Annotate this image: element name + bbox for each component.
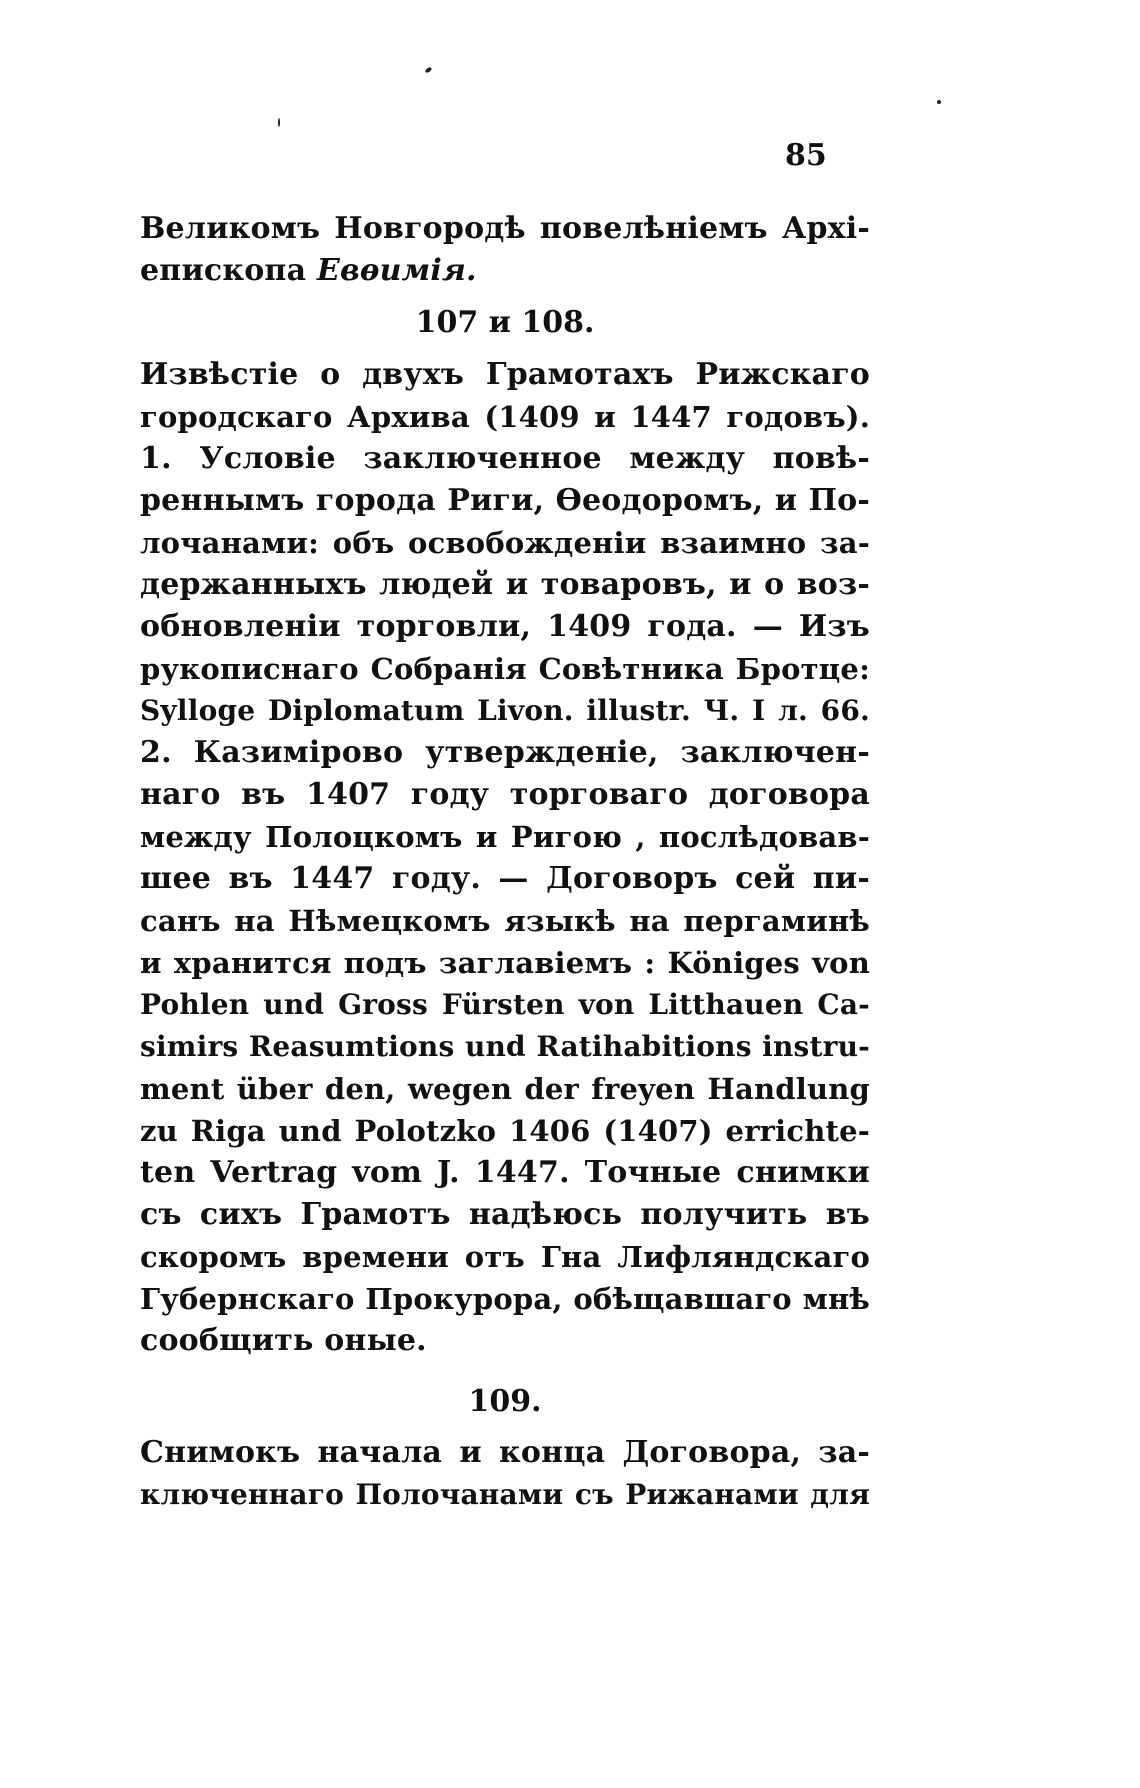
text-line <box>140 250 870 292</box>
text-line: городскаго Архива (1409 и 1447 годовъ). <box>140 400 870 434</box>
text-line: 1. Условіе заключенное между повѣ- <box>140 441 870 476</box>
page-number: 85 <box>785 138 827 173</box>
text-line: ключеннаго Полочанами съ Рижанами для <box>140 1478 870 1511</box>
text-line: санъ на Нѣмецкомъ языкѣ на пергаминѣ <box>140 904 870 938</box>
text-line: Великомъ Новгородѣ повелѣніемъ Архі- <box>140 211 870 246</box>
text-line: 2. Казиміровo утвержденіе, заключен- <box>140 735 870 770</box>
section-heading: 107 и 108. <box>415 305 595 340</box>
text-line: лочанами: объ освобожденіи взаимно за- <box>140 526 870 560</box>
text-line: Pohlen und Gross Fürsten von Litthauen Ca- <box>140 988 870 1021</box>
section-heading: 109. <box>468 1384 542 1419</box>
text-line: Снимокъ начала и конца Договора, за- <box>140 1435 870 1470</box>
text-line: и хранится подъ заглавіемъ : Königes von <box>140 946 870 980</box>
intro-paragraph <box>140 208 870 292</box>
text-line: шее въ 1447 году. — Договоръ сей пи- <box>140 861 870 896</box>
text-line: Извѣстіе о двухъ Грамотахъ Рижскаго <box>140 357 870 392</box>
text-line: simirs Reasumtions und Ratihabitions instru- <box>140 1030 870 1063</box>
text-line: рукописнаго Собранія Совѣтника Бротце: <box>140 652 870 686</box>
text-line: наго въ 1407 году торговаго договора <box>140 777 870 812</box>
text-span: епископа <box>140 253 317 288</box>
text-line: съ сихъ Грамотъ надѣюсь получить въ <box>140 1197 870 1232</box>
scan-speck <box>278 118 280 127</box>
text-line: скоромъ времени отъ Гна Лифляндскаго <box>140 1240 870 1274</box>
scan-speck <box>937 100 941 104</box>
text-line: сообщить оные. <box>140 1323 427 1358</box>
text-line: Губернскаго Прокурора, обѣщавшаго мнѣ <box>140 1282 870 1316</box>
text-line: реннымъ города Риги, Ѳеодоромъ, и По- <box>140 483 870 518</box>
section-107-body <box>140 354 870 1362</box>
author-name: Евѳимія. <box>316 253 477 288</box>
scan-speck <box>424 66 432 73</box>
text-line: между Полоцкомъ и Ригою , послѣдовав- <box>140 820 870 854</box>
text-line: обновленіи торговли, 1409 года. — Изъ <box>140 609 870 644</box>
text-line: ment über den, wegen der freyen Handlung <box>140 1072 870 1106</box>
text-line: Sylloge Diplomatum Livon. illustr. Ч. I л. 66. <box>140 694 870 727</box>
section-109-body <box>140 1432 870 1516</box>
text-line: ten Vertrag vom J. 1447. Точные снимки <box>140 1155 870 1190</box>
text-line: держанныхъ людей и товаровъ, и о воз- <box>140 567 870 602</box>
text-line: zu Riga und Polotzko 1406 (1407) errichte- <box>140 1114 870 1148</box>
